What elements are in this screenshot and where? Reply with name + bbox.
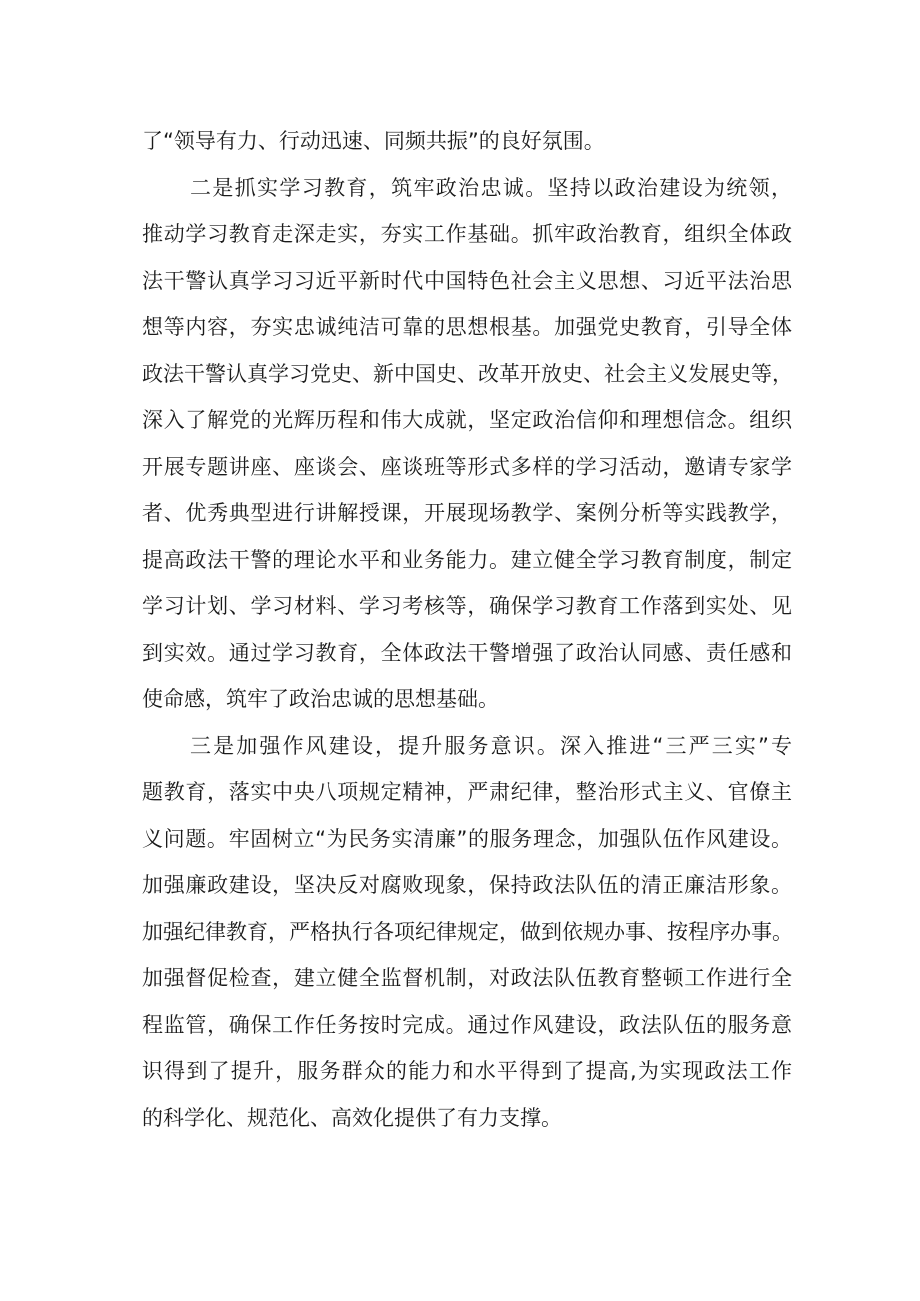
paragraph-1-line-1: 了“领导有力、行动迅速、同频共振”的良好氛围。 <box>142 129 605 153</box>
paragraph-3-line-5: 加强纪律教育，严格执行各项纪律规定，做到依规办事、按程序办事。 <box>142 919 793 944</box>
paragraph-2-line-7: 开展专题讲座、座谈会、座谈班等形式多样的学习活动，邀请专家学 <box>142 454 792 479</box>
paragraph-3-line-7: 程监管，确保工作任务按时完成。通过作风建设，政法队伍的服务意 <box>142 1012 792 1037</box>
body-text <box>142 118 792 1141</box>
paragraph-2-line-2: 推动学习教育走深走实，夯实工作基础。抓牢政治教育，组织全体政 <box>142 222 792 246</box>
paragraph-3-line-3: 义问题。牢固树立“为民务实清廉”的服务理念，加强队伍作风建设。 <box>142 826 792 851</box>
paragraph-3-line-8: 识得到了提升，服务群众的能力和水平得到了提高,为实现政法工作 <box>142 1059 792 1083</box>
paragraph-3-line-4: 加强廉政建设，坚决反对腐败现象，保持政法队伍的清正廉洁形象。 <box>142 873 792 897</box>
paragraph-2-line-6: 深入了解党的光辉历程和伟大成就，坚定政治信仰和理想信念。组织 <box>142 408 792 432</box>
paragraph-3-line-6: 加强督促检查，建立健全监督机制，对政法队伍教育整顿工作进行全 <box>142 966 792 990</box>
paragraph-2-line-4: 想等内容，夯实忠诚纯洁可靠的思想根基。加强党史教育，引导全体 <box>142 315 792 339</box>
paragraph-3-line-1: 三是加强作风建设，提升服务意识。深入推进“三严三实”专 <box>190 733 792 758</box>
paragraph-2-line-9: 提高政法干警的理论水平和业务能力。建立健全学习教育制度，制定 <box>142 547 792 572</box>
paragraph-2-line-3: 法干警认真学习习近平新时代中国特色社会主义思想、习近平法治思 <box>142 268 792 293</box>
paragraph-3-line-9: 的科学化、规范化、高效化提供了有力支撑。 <box>142 1105 562 1130</box>
paragraph-2-line-1: 二是抓实学习教育，筑牢政治忠诚。坚持以政治建设为统领， <box>190 175 792 200</box>
paragraph-2-line-12: 使命感，筑牢了政治忠诚的思想基础。 <box>142 687 499 711</box>
paragraph-3-line-2: 题教育，落实中央八项规定精神，严肃纪律，整治形式主义、官僚主 <box>142 780 792 804</box>
paragraph-2-line-5: 政法干警认真学习党史、新中国史、改革开放史、社会主义发展史等， <box>142 361 793 386</box>
paragraph-2-line-8: 者、优秀典型进行讲解授课，开展现场教学、案例分析等实践教学， <box>142 501 792 525</box>
paragraph-2-line-11: 到实效。通过学习教育，全体政法干警增强了政治认同感、责任感和 <box>142 640 792 665</box>
paragraph-2-line-10: 学习计划、学习材料、学习考核等，确保学习教育工作落到实处、见 <box>142 594 792 618</box>
